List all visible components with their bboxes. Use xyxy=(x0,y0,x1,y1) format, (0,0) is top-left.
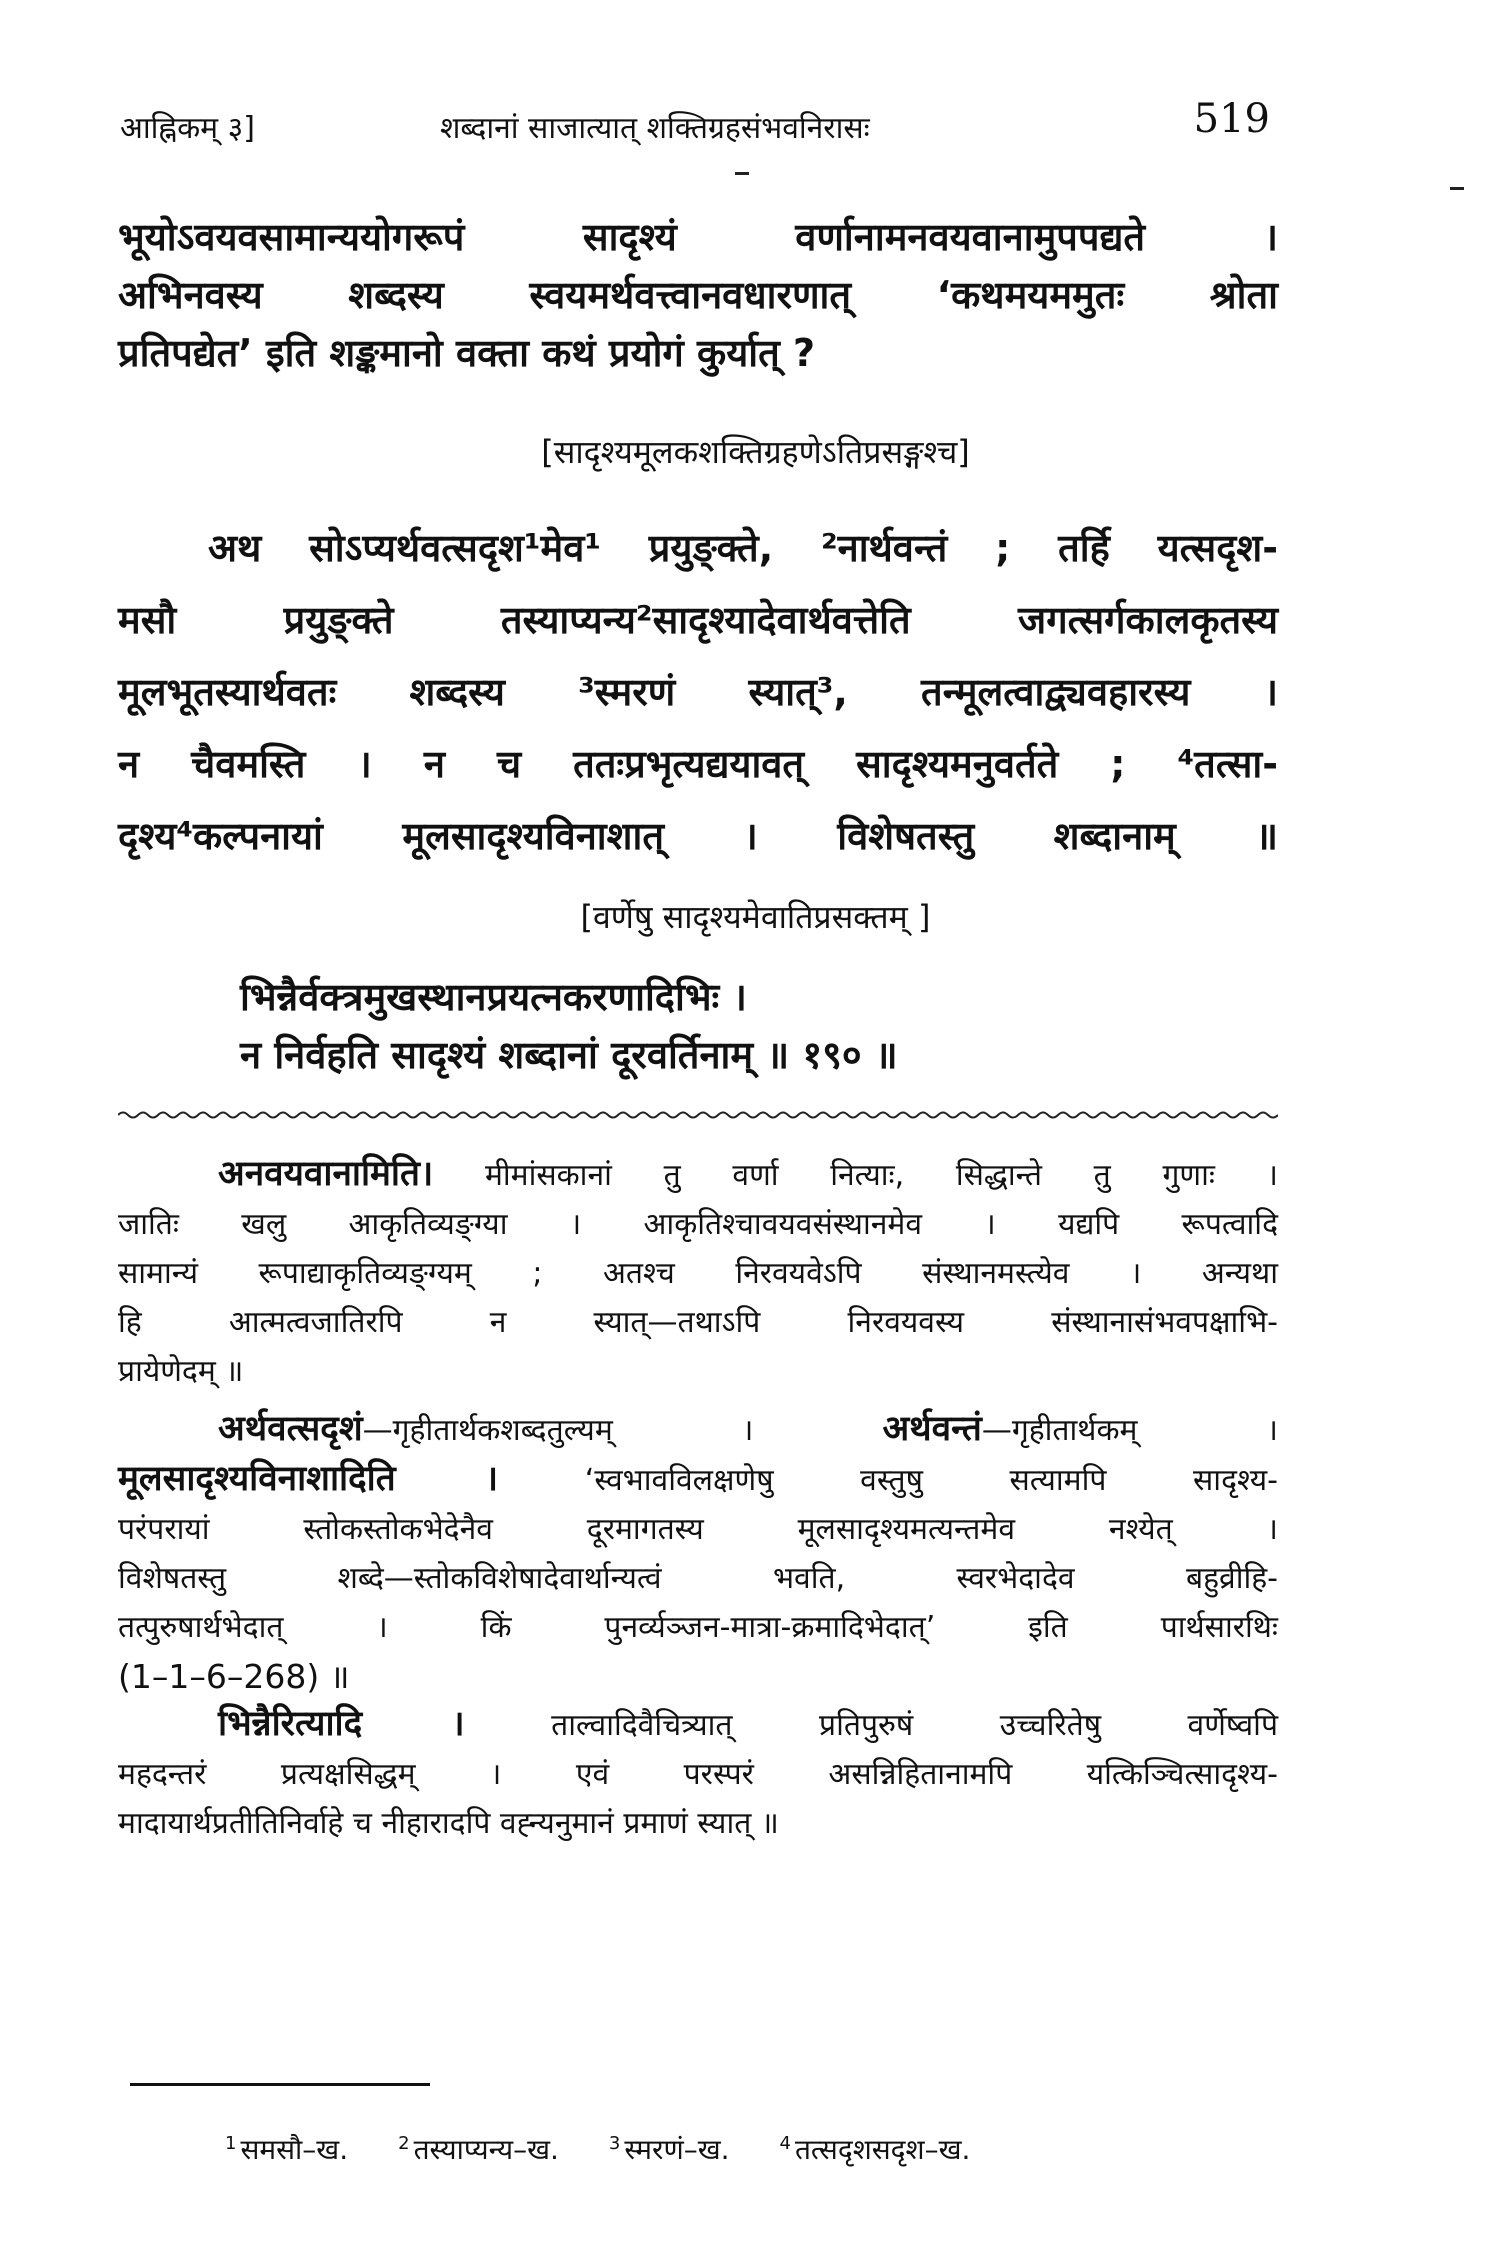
text-line: मूलभूतस्यार्थवतः शब्दस्य ³स्मरणं स्यात्³, तन्मूलत्वाद्व्यवहारस्य । xyxy=(118,670,1278,714)
footnotes xyxy=(225,2130,1275,2168)
header-chapter: आह्निकम् ३] xyxy=(120,111,255,146)
footnote: $^3$ स्मरणं–ख. xyxy=(608,2132,730,2166)
commentary-lemma: अनवयवानामिति। xyxy=(218,1154,434,1194)
text-line: मूलसादृश्यविनाशादिति । ‘स्वभावविलक्षणेषु वस्तुषु सत्यामपि सादृश्य- xyxy=(118,1459,1278,1499)
footnote: $^2$ तस्याप्यन्य–ख. xyxy=(398,2132,559,2166)
section-heading-2: [वर्णेषु सादृश्यमेवातिप्रसक्तम् ] xyxy=(580,898,931,936)
main-paragraph-2 xyxy=(118,512,1278,872)
wavy-separator xyxy=(118,1108,1278,1122)
text-line: दृश्य⁴कल्पनायां मूलसादृश्यविनाशात् । विशेषतस्तु शब्दानाम् ॥ xyxy=(118,814,1278,858)
main-paragraph-1 xyxy=(118,208,1278,382)
text-line: प्रतिपद्येत’ इति शङ्कमानो वक्ता कथं प्रयोगं कुर्यात् ? xyxy=(118,331,816,375)
citation-reference: (1–1–6–268) ॥ xyxy=(118,1657,350,1696)
verse-line: भिन्नैर्वक्त्रमुखस्थानप्रयत्नकरणादिभिः । xyxy=(240,975,747,1019)
running-header xyxy=(120,96,1270,156)
commentary-paragraph-2 xyxy=(118,1405,1278,1701)
footnote: $^1$ समसौ–ख. xyxy=(225,2132,349,2166)
footnote: $^4$ तत्सदृशसदृश–ख. xyxy=(779,2132,971,2166)
text-line: जातिः खलु आकृतिव्यङ्ग्या । आकृतिश्चावयवसंस्थानमेव । यद्यपि रूपत्वादि xyxy=(118,1207,1278,1242)
text-line: तत्पुरुषार्थभेदात् । किं पुनर्व्यञ्जन-मात्रा-क्रमादिभेदात्’ इति पार्थसारथिः xyxy=(118,1610,1278,1645)
text-line: मादायार्थप्रतीतिनिर्वाहे च नीहारादपि वह्न्यनुमानं प्रमाणं स्यात् ॥ xyxy=(118,1806,779,1841)
text-line: विशेषतस्तु शब्दे—स्तोकविशेषादेवार्थान्यत्वं भवति, स्वरभेदादेव बहुव्रीहि- xyxy=(118,1561,1278,1596)
text-line: भिन्नैरित्यादि । ताल्वादिवैचित्र्यात् प्रतिपुरुषं उच्चरितेषु वर्णेष्वपि xyxy=(218,1704,1278,1744)
page-number: 519 xyxy=(1193,96,1270,142)
text-line: अभिनवस्य शब्दस्य स्वयमर्थवत्त्वानवधारणात् ‘कथमयममुतः श्रोता xyxy=(118,273,1278,317)
commentary-paragraph-1 xyxy=(118,1150,1278,1396)
text-line: सामान्यं रूपाद्याकृतिव्यङ्ग्यम् ; अतश्च निरवयवेऽपि संस्थानमस्त्येव । अन्यथा xyxy=(118,1256,1278,1291)
commentary-lemma: अर्थवत्सदृशं xyxy=(218,1409,363,1449)
text-line: महदन्तरं प्रत्यक्षसिद्धम् । एवं परस्परं असन्निहितानामपि यत्किञ्चित्सादृश्य- xyxy=(118,1757,1278,1792)
text-line: न चैवमस्ति । न च ततःप्रभृत्यद्ययावत् सादृश्यमनुवर्तते ; ⁴तत्सा- xyxy=(118,742,1278,786)
commentary-lemma: मूलसादृश्यविनाशादिति । xyxy=(118,1459,499,1499)
verse-block xyxy=(240,968,1240,1084)
text-line: प्रायेणेदम् ॥ xyxy=(118,1354,244,1389)
footnote-rule xyxy=(130,2083,430,2086)
verse-line: न निर्वहति सादृश्यं शब्दानां दूरवर्तिनाम् ॥ १९० ॥ xyxy=(240,1033,898,1077)
commentary-lemma: भिन्नैरित्यादि । xyxy=(218,1704,465,1744)
commentary-paragraph-3 xyxy=(118,1700,1278,1848)
text-line: अथ सोऽप्यर्थवत्सदृश¹मेव¹ प्रयुङ्क्ते, ²नार्थवन्तं ; तर्हि यत्सदृश- xyxy=(208,526,1278,570)
header-title: शब्दानां साजात्यात् शक्तिग्रहसंभवनिरासः xyxy=(440,111,870,146)
print-mark xyxy=(1450,187,1464,190)
text-line: परंपरायां स्तोकस्तोकभेदेनैव दूरमागतस्य मूलसादृश्यमत्यन्तमेव नश्येत् । xyxy=(118,1512,1278,1547)
print-mark xyxy=(735,172,749,175)
text-line: अनवयवानामिति। मीमांसकानां तु वर्णा नित्याः, सिद्धान्ते तु गुणाः । xyxy=(218,1154,1278,1194)
text-line: भूयोऽवयवसामान्ययोगरूपं सादृश्यं वर्णानामनवयवानामुपपद्यते । xyxy=(118,215,1278,259)
text-line: अर्थवत्सदृशं—गृहीतार्थकशब्दतुल्यम् । अर्थवन्तं—गृहीतार्थकम् । xyxy=(218,1409,1278,1449)
text-line: मसौ प्रयुङ्क्ते तस्याप्यन्य²सादृश्यादेवार्थवत्तेति जगत्सर्गकालकृतस्य xyxy=(118,598,1278,642)
text-line: हि आत्मत्वजातिरपि न स्यात्—तथाऽपि निरवयवस्य संस्थानासंभवपक्षाभि- xyxy=(118,1305,1278,1340)
commentary-lemma: अर्थवन्तं xyxy=(882,1409,982,1449)
section-heading-1: [सादृश्यमूलकशक्तिग्रहणेऽतिप्रसङ्गश्च] xyxy=(541,433,970,471)
